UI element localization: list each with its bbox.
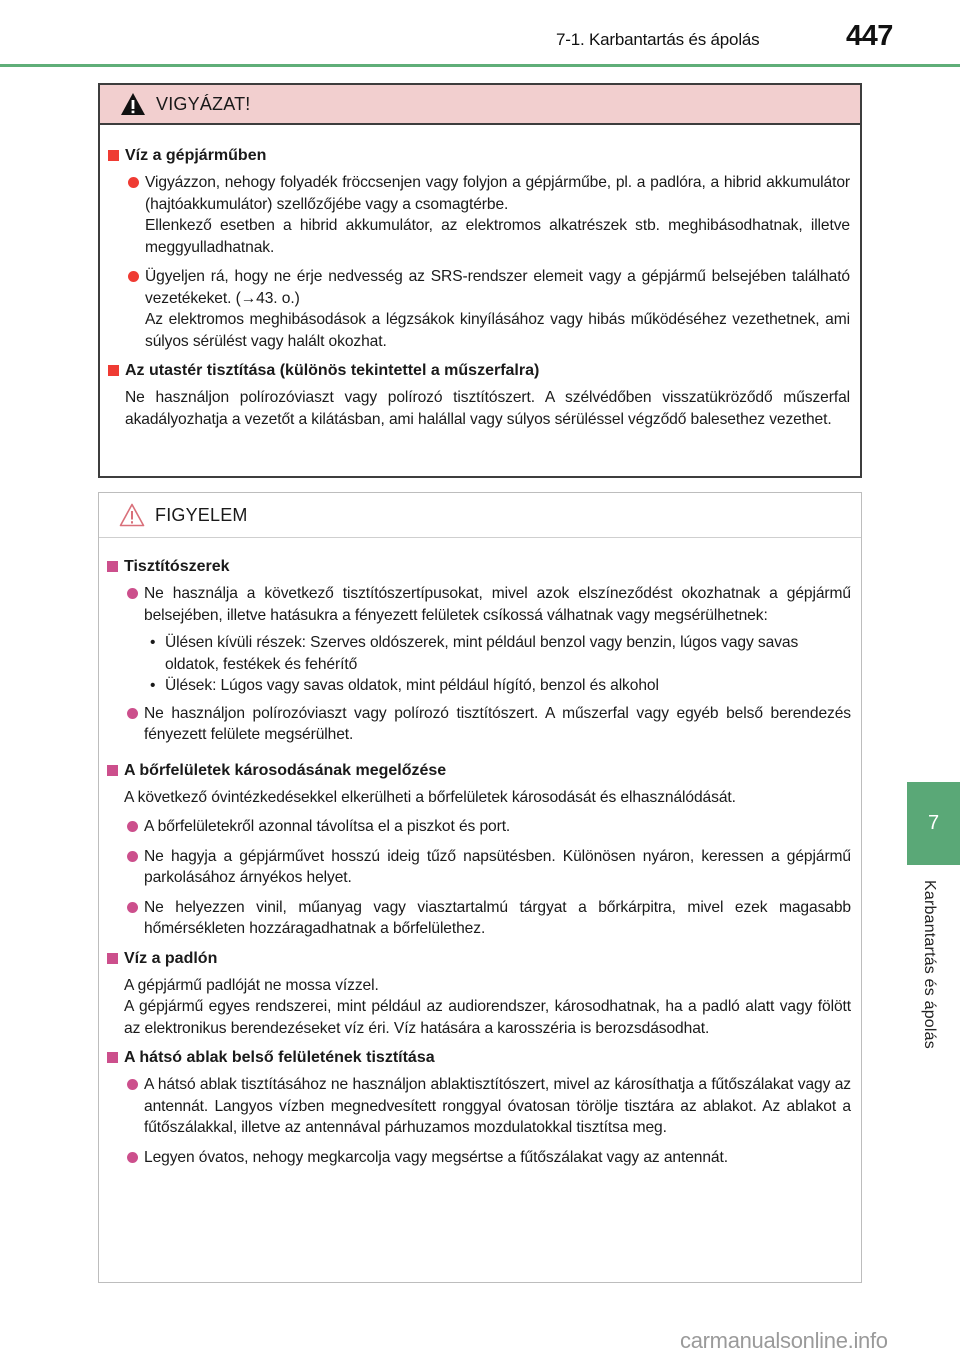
list-item: Ne használjon polírozóviaszt vagy polírozó tisztítószert. A műszerfal vagy egyéb belső berendezés fényezett felülete megsérülhet. (105, 703, 851, 746)
warning-box-header (100, 85, 860, 125)
header-divider (0, 64, 960, 67)
list-item: A hátsó ablak tisztításához ne használjon ablaktisztítószert, mivel az károsíthatja a fűtőszálakat vagy az antennát. Langyos vízben megnedvesített ronggyal óvatosan törölje tisztára az ablakot. Az ablakot a fűtőszálakkal, illetve az antennával párhuzamos mozdulatokkal tisztítsa meg. (105, 1074, 851, 1139)
middot-bullet-icon: • (150, 634, 156, 651)
square-bullet-icon (108, 365, 119, 376)
section-heading: A hátsó ablak belső felületének tisztítása (105, 1047, 851, 1068)
round-bullet-icon (127, 1079, 138, 1090)
list-item: A bőrfelületekről azonnal távolítsa el a piszkot és port. (105, 816, 851, 838)
square-bullet-icon (107, 953, 118, 964)
paragraph: Ne használjon polírozóviaszt vagy polírozó tisztítószert. A szélvédőben visszatükröződő műszerfal akadályozhatja a vezetőt a kilátásban, ami halállal vagy súlyos sérüléssel végződő balesethez vezethet. (125, 389, 850, 428)
warning-box (98, 83, 862, 478)
caution-box-header (99, 493, 861, 538)
paragraph: A következő óvintézkedésekkel elkerülheti a bőrfelületek károsodását és elhasználódását. (124, 788, 736, 806)
chapter-label: Karbantartás és ápolás (921, 880, 938, 1049)
sub-list-item: • Ülésen kívüli részek: Szerves oldószerek, mint például benzol vagy benzin, lúgos vagy savas oldatok, festékek és fehérítő (150, 634, 799, 673)
running-header-title: 7-1. Karbantartás és ápolás (556, 30, 760, 49)
caution-box-title: FIGYELEM (155, 504, 248, 525)
square-bullet-icon (107, 561, 118, 572)
watermark-link[interactable]: carmanualsonline.info (680, 1328, 888, 1353)
round-bullet-icon (127, 708, 138, 719)
round-bullet-icon (127, 588, 138, 599)
caution-box (98, 492, 862, 1283)
list-item: Vigyázzon, nehogy folyadék fröccsenjen vagy folyjon a gépjárműbe, pl. a padlóra, a hibrid akkumulátor (hajtóakkumulátor) szellőzőjébe vagy a csomagtérbe. Ellenkező esetben a hibrid akkumulátor, az elektromos alkatrészek stb. meghibásodhatnak, illetve meggyulladhatnak. (106, 172, 850, 258)
round-bullet-icon (127, 851, 138, 862)
section-heading: Tisztítószerek (105, 556, 851, 577)
warning-triangle-outline-icon (119, 503, 145, 527)
section-heading: Víz a gépjárműben (106, 145, 850, 166)
middot-bullet-icon: • (150, 677, 156, 694)
square-bullet-icon (108, 150, 119, 161)
list-item: Ne használja a következő tisztítószertípusokat, mivel azok elszíneződést okozhatnak a gépjármű belsejében, illetve hatásukra a fényezett felületek csíkossá válhatnak vagy megsérülhetnek: (105, 583, 851, 626)
sub-list-item: • Ülések: Lúgos vagy savas oldatok, mint például hígító, benzol és alkohol (105, 675, 851, 697)
list-item: Ne helyezzen vinil, műanyag vagy viasztartalmú tárgyat a bőrkárpitra, mivel ezek magasabb hőmérsékleten hozzáragadhatnak a bőrfelülethez. (105, 897, 851, 940)
round-bullet-icon (128, 271, 139, 282)
page-number: 447 (846, 20, 893, 52)
round-bullet-icon (127, 1152, 138, 1163)
round-bullet-icon (127, 902, 138, 913)
paragraph: A gépjármű padlóját ne mossa vízzel. A gépjármű egyes rendszerei, mint például az audiorendszer, károsodhatnak, ha a padló alatt vagy fölött az elektronikus berendezéseket víz éri. Víz hatására a karosszéria is berozsdásodhat. (124, 976, 851, 1037)
sub-list (105, 632, 851, 697)
chapter-number: 7 (927, 812, 940, 834)
section-heading: Az utastér tisztítása (különös tekintettel a műszerfalra) (106, 360, 850, 381)
list-item: Legyen óvatos, nehogy megkarcolja vagy megsértse a fűtőszálakat vagy az antennát. (105, 1147, 851, 1169)
round-bullet-icon (127, 821, 138, 832)
chapter-tab[interactable] (907, 782, 960, 865)
section-heading: Víz a padlón (105, 948, 851, 969)
list-item: Ne hagyja a gépjárművet hosszú ideig tűző napsütésben. Különösen nyáron, keressen a gépjármű parkolásához árnyékos helyet. (105, 846, 851, 889)
square-bullet-icon (107, 765, 118, 776)
warning-triangle-filled-icon (120, 92, 146, 116)
warning-box-title: VIGYÁZAT! (156, 93, 251, 114)
square-bullet-icon (107, 1052, 118, 1063)
section-heading: A bőrfelületek károsodásának megelőzése (105, 760, 851, 781)
list-item: Ügyeljen rá, hogy ne érje nedvesség az SRS-rendszer elemeit vagy a gépjármű belsejében található vezetékeket. (→43. o.) Az elektromos meghibásodások a légzsákok kinyílásához vagy hibás működéséhez vezethetnek, ami súlyos sérülést vagy halált okozhat. (106, 266, 850, 352)
round-bullet-icon (128, 177, 139, 188)
